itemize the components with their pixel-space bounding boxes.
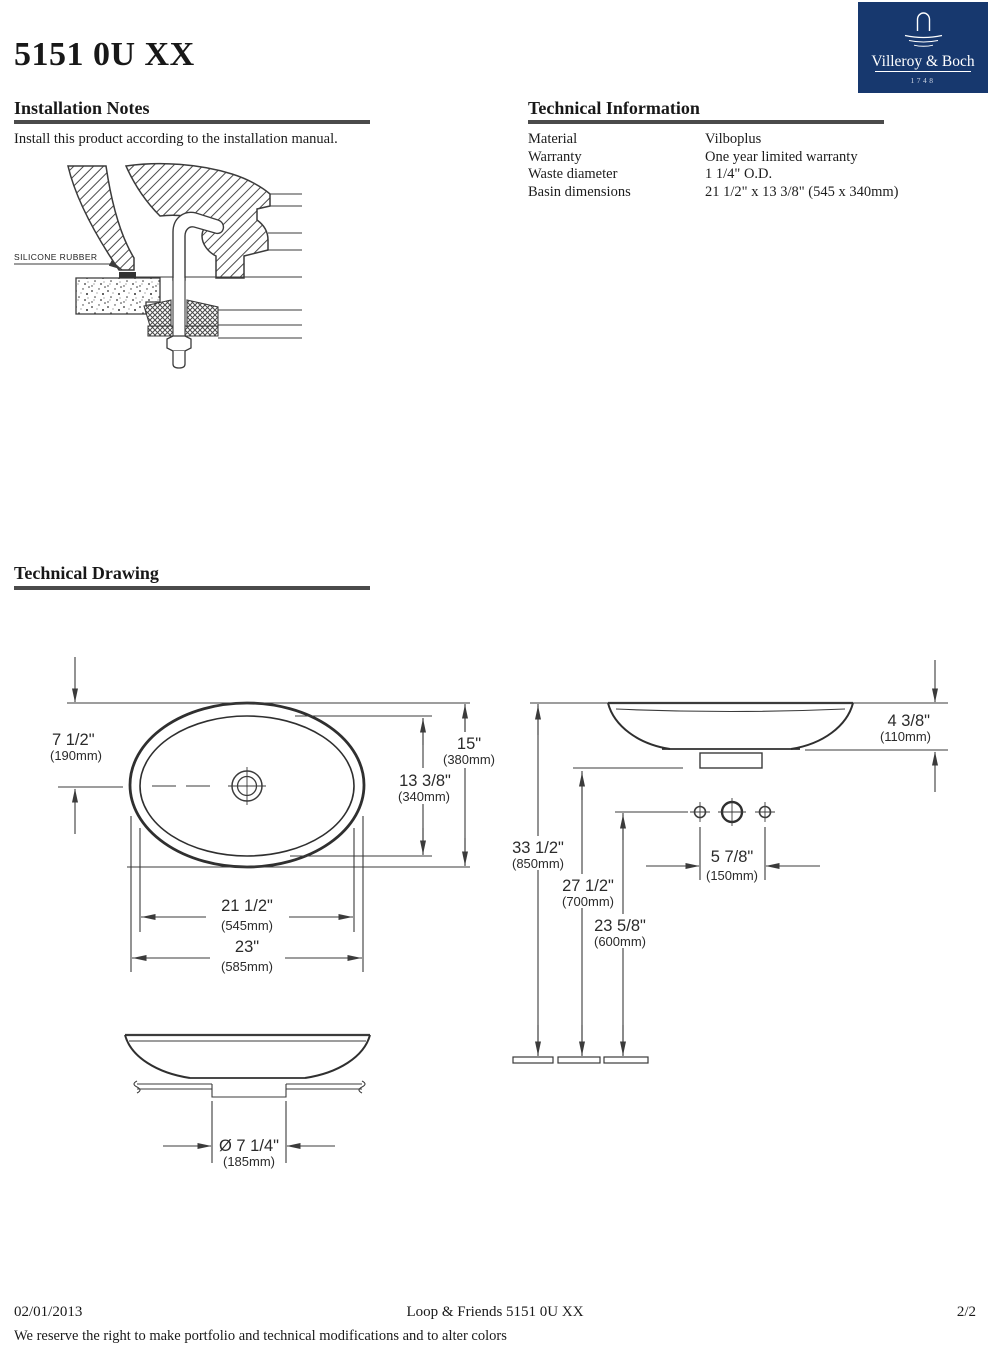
dim-basin-width: 21 1/2" <box>221 897 273 915</box>
dim-recess-diameter-mm: (185mm) <box>222 1154 276 1169</box>
installation-notes-rule <box>14 120 370 124</box>
technical-information-heading: Technical Information <box>528 98 700 118</box>
dim-top-offset-mm: (190mm) <box>50 748 103 763</box>
spec-label: Material <box>528 131 578 147</box>
dim-bowl-height-mm: (110mm) <box>879 729 931 744</box>
dim-overall-width-mm: (585mm) <box>220 959 274 974</box>
dim-basin-depth: 13 3/8" <box>399 772 451 790</box>
brand-name: Villeroy & Boch <box>871 53 975 70</box>
spec-value: 1 1/4" O.D. <box>705 166 773 183</box>
dim-counter-height: 27 1/2" <box>562 877 614 895</box>
mounting-ring <box>700 753 762 768</box>
dim-overall-depth: 15" <box>456 735 482 753</box>
silicone-rubber-callout: SILICONE RUBBER <box>14 252 98 262</box>
table-row <box>528 149 984 167</box>
fountain-icon <box>905 13 942 46</box>
dim-overall-width: 23" <box>234 938 260 956</box>
dim-counter-height-mm: (700mm) <box>561 894 615 909</box>
dim-basin-depth-mm: (340mm) <box>397 789 451 804</box>
front-view-drawing <box>125 1035 370 1169</box>
top-view-drawing <box>50 657 495 974</box>
bowl-profile <box>608 703 853 768</box>
floor-line <box>513 1057 648 1063</box>
technical-information-rule <box>528 120 884 124</box>
table-row <box>528 166 984 184</box>
mounting-recess <box>212 1084 286 1097</box>
brand-year: 1748 <box>910 76 936 85</box>
countertop-front <box>134 1081 365 1093</box>
footer-date: 02/01/2013 <box>14 1304 83 1320</box>
dim-rim-height: 33 1/2" <box>512 839 564 857</box>
brand-logo <box>858 2 988 93</box>
spec-value: One year limited warranty <box>705 148 858 165</box>
dim-overall-depth-mm: (380mm) <box>442 752 496 767</box>
dim-basin-width-mm: (545mm) <box>220 918 274 933</box>
footer-disclaimer: We reserve the right to make portfolio and technical modifications and to alter colors <box>14 1328 507 1344</box>
hex-nut <box>167 336 191 351</box>
spec-value: Vilboplus <box>705 131 762 147</box>
dim-rim-height-mm: (850mm) <box>511 856 565 871</box>
side-view-drawing <box>512 660 948 1063</box>
installation-notes-heading: Installation Notes <box>14 98 150 118</box>
dim-recess-diameter: Ø 7 1/4" <box>219 1137 279 1155</box>
installation-section-drawing <box>10 160 310 380</box>
installation-note-text: Install this product according to the installation manual. <box>14 131 338 147</box>
spec-value: 21 1/2" x 13 3/8" (545 x 340mm) <box>705 183 899 200</box>
footer-product-name: Loop & Friends 5151 0U XX <box>406 1304 584 1320</box>
bowl-front-profile <box>125 1035 370 1078</box>
technical-drawing-heading: Technical Drawing <box>14 563 159 583</box>
spec-label: Warranty <box>528 148 582 165</box>
faucet-holes <box>690 798 775 826</box>
footer-page-number: 2/2 <box>956 1304 976 1320</box>
technical-drawing-rule <box>14 586 370 590</box>
dim-faucet-height: 23 5/8" <box>594 917 646 935</box>
silicone-seal <box>119 272 136 278</box>
table-row <box>528 184 984 202</box>
technical-drawing-canvas <box>0 620 990 1200</box>
technical-information-table <box>528 131 984 201</box>
dim-hole-spacing: 5 7/8" <box>710 848 754 866</box>
spec-label: Waste diameter <box>528 166 618 183</box>
page-title: 5151 0U XX <box>14 36 195 73</box>
dim-top-offset: 7 1/2" <box>52 731 95 749</box>
brand-logo-art <box>858 2 988 93</box>
table-row <box>528 131 984 149</box>
dim-hole-spacing-mm: (150mm) <box>705 868 759 883</box>
dim-faucet-height-mm: (600mm) <box>593 934 647 949</box>
spec-label: Basin dimensions <box>528 183 631 200</box>
dim-bowl-height: 4 3/8" <box>887 712 930 730</box>
